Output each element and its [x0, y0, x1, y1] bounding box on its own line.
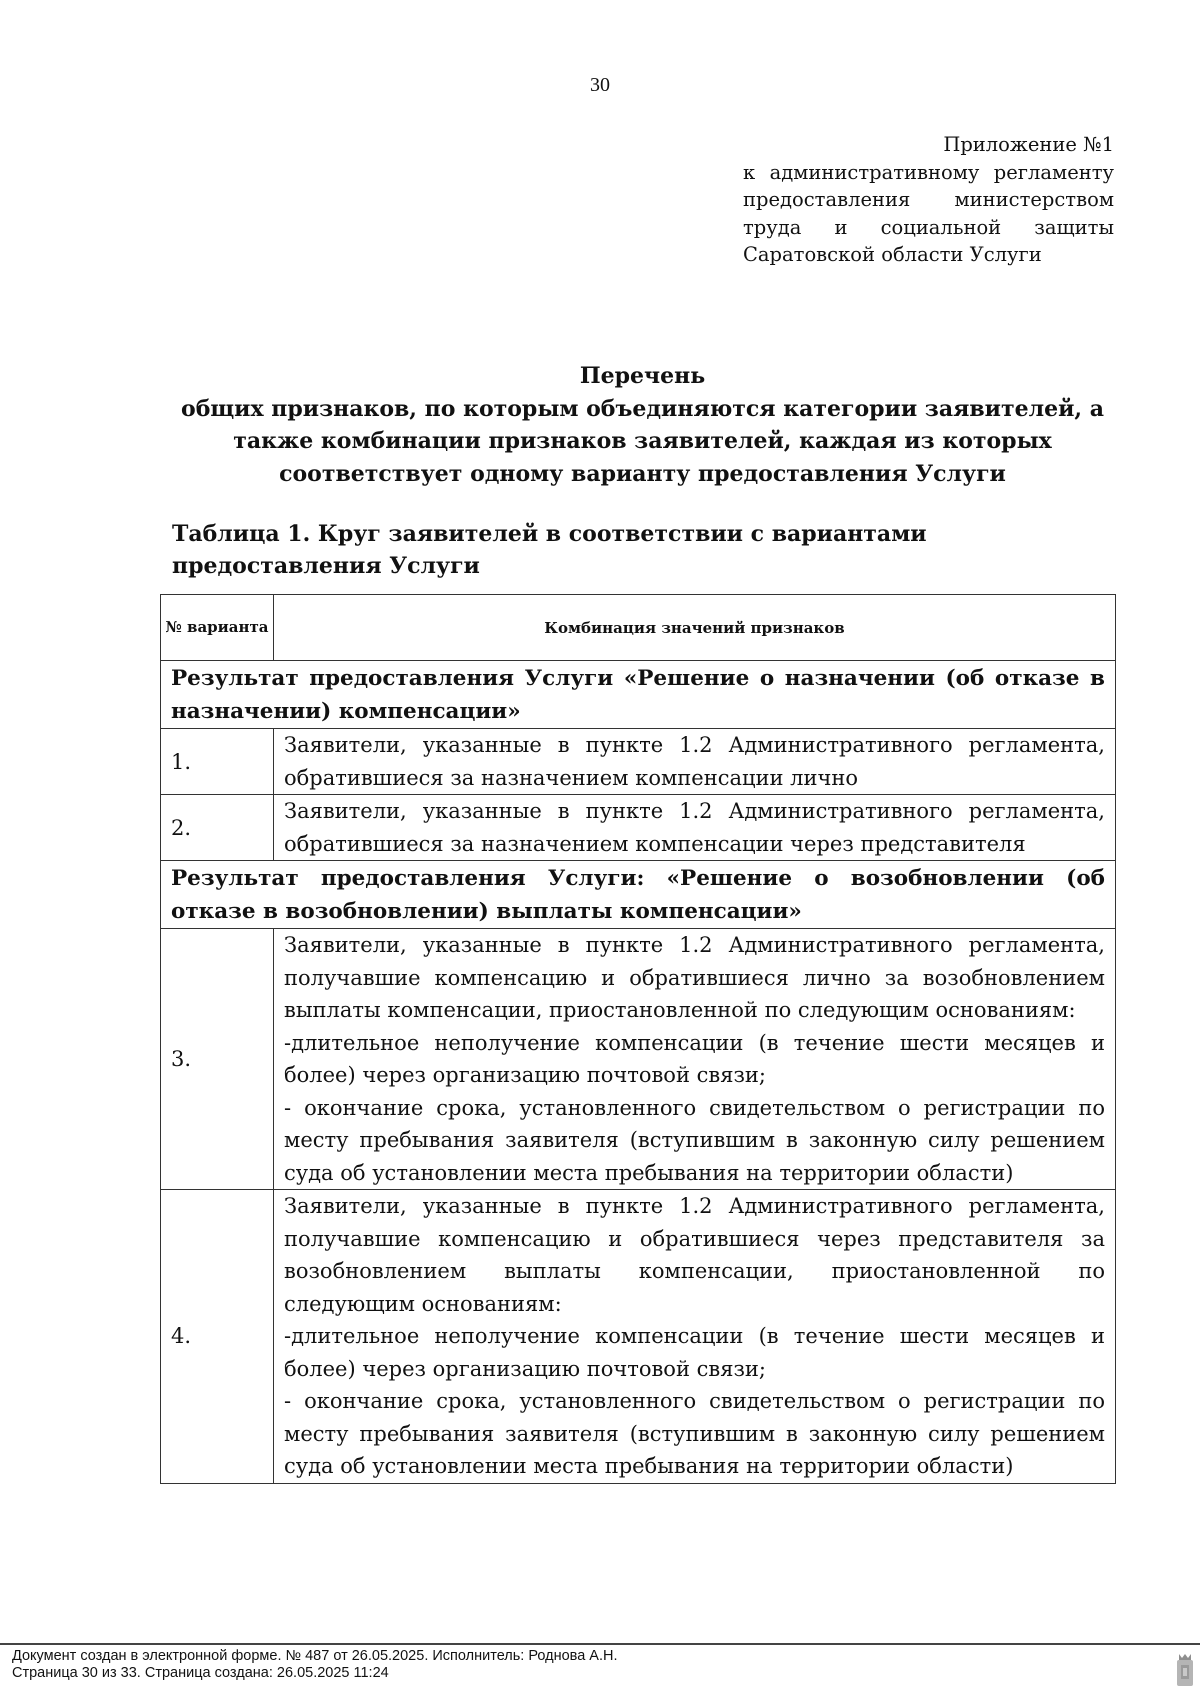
footer-divider [0, 1643, 1200, 1645]
section-row [161, 861, 1116, 929]
appendix-line: Саратовской области Услуги [743, 243, 1042, 266]
variant-number: 1. [161, 729, 274, 795]
header-combination: Комбинация значений признаков [274, 595, 1116, 661]
table-caption: Таблица 1. Круг заявителей в соответствии с вариантами предоставления Услуги [172, 521, 927, 579]
variant-paragraph: -длительное неполучение компенсации (в течение шести месяцев и более) через организацию почтовой связи; [284, 1324, 1105, 1381]
appendix-line: труда и социальной защиты [743, 215, 1114, 239]
document-title-line: Перечень [579, 363, 706, 389]
document-title-line: общих признаков, по которым объединяются категории заявителей, а [181, 395, 1104, 422]
page-number: 30 [590, 74, 610, 96]
variant-description [274, 1190, 1116, 1484]
footer [12, 1648, 1112, 1682]
table-row [161, 1190, 1116, 1484]
appendix-block [743, 131, 1114, 269]
footer-line: Страница 30 из 33. Страница создана: 26.05.2025 11:24 [12, 1665, 389, 1681]
section-heading: Результат предоставления Услуги: «Решение о возобновлении (об отказе в возобновлении) выплаты компенсации» [161, 861, 1116, 929]
coat-of-arms-icon [1174, 1652, 1196, 1688]
variant-number: 4. [161, 1190, 274, 1484]
table-row [161, 729, 1116, 795]
variant-description: Заявители, указанные в пункте 1.2 Административного регламента, обратившиеся за назначением компенсации через представителя [274, 795, 1116, 861]
section-row [161, 661, 1116, 729]
variant-number: 2. [161, 795, 274, 861]
section-heading: Результат предоставления Услуги «Решение о назначении (об отказе в назначении) компенсации» [161, 661, 1116, 729]
variant-paragraph: -длительное неполучение компенсации (в течение шести месяцев и более) через организацию почтовой связи; [284, 1030, 1105, 1087]
variant-paragraph: Заявители, указанные в пункте 1.2 Административного регламента, получавшие компенсацию и обратившиеся через представителя за возобновлением выплаты компенсации, приостановленной по следующим основаниям: [284, 1194, 1105, 1316]
table-row [161, 795, 1116, 861]
appendix-line: к административному регламенту [743, 160, 1114, 184]
table-header-row [161, 595, 1116, 661]
variant-paragraph: Заявители, указанные в пункте 1.2 Административного регламента, получавшие компенсацию и обратившиеся лично за возобновлением выплаты компенсации, приостановленной по следующим основаниям: [284, 933, 1105, 1022]
variant-description: Заявители, указанные в пункте 1.2 Административного регламента, обратившиеся за назначением компенсации лично [274, 729, 1116, 795]
appendix-line: предоставления министерством [743, 188, 1114, 211]
appendix-title: Приложение №1 [943, 133, 1114, 156]
document-title [150, 360, 1135, 490]
table-row [161, 929, 1116, 1190]
footer-line: Документ создан в электронной форме. № 487 от 26.05.2025. Исполнитель: Роднова А.Н. [12, 1648, 618, 1664]
document-title-line: также комбинации признаков заявителей, каждая из которых [233, 428, 1052, 454]
variant-paragraph: - окончание срока, установленного свидетельством о регистрации по месту пребывания заявителя (вступившим в законную силу решением суда об установлении места пребывания на территории области) [284, 1389, 1105, 1478]
variant-paragraph: - окончание срока, установленного свидетельством о регистрации по месту пребывания заявителя (вступившим в законную силу решением суда об установлении места пребывания на территории области) [284, 1095, 1105, 1185]
variant-number: 3. [161, 929, 274, 1190]
document-title-line: соответствует одному варианту предоставления Услуги [279, 460, 1006, 487]
header-variant-number: № варианта [161, 595, 274, 661]
variants-table [160, 594, 1116, 1484]
variant-description [274, 929, 1116, 1190]
